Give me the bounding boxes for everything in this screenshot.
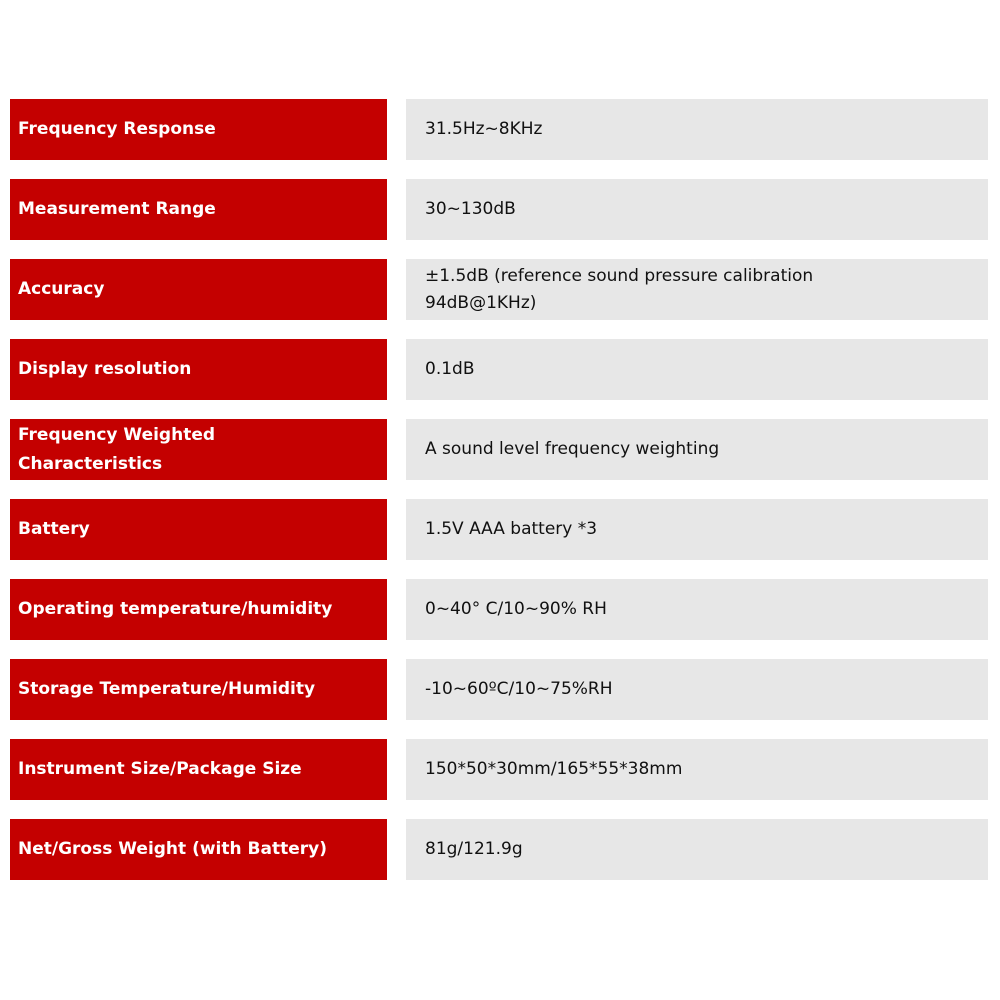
spec-value: 0~40° C/10~90% RH: [406, 579, 988, 640]
spec-row-instrument-size: [10, 739, 988, 800]
spec-label: Net/Gross Weight (with Battery): [10, 819, 387, 880]
spec-value: 1.5V AAA battery *3: [406, 499, 988, 560]
spec-gap: [387, 339, 406, 400]
spec-row-operating-temperature: [10, 579, 988, 640]
spec-value: 150*50*30mm/165*55*38mm: [406, 739, 988, 800]
spec-value: 0.1dB: [406, 339, 988, 400]
spec-row-battery: [10, 499, 988, 560]
spec-value: 81g/121.9g: [406, 819, 988, 880]
spec-table: [10, 99, 988, 880]
spec-value: -10~60ºC/10~75%RH: [406, 659, 988, 720]
spec-label: Accuracy: [10, 259, 387, 320]
spec-label: Measurement Range: [10, 179, 387, 240]
spec-gap: [387, 659, 406, 720]
spec-row-weight: [10, 819, 988, 880]
spec-value: 31.5Hz~8KHz: [406, 99, 988, 160]
spec-label: Storage Temperature/Humidity: [10, 659, 387, 720]
spec-label: Battery: [10, 499, 387, 560]
spec-row-storage-temperature: [10, 659, 988, 720]
spec-gap: [387, 499, 406, 560]
spec-value: 30~130dB: [406, 179, 988, 240]
spec-label: Operating temperature/humidity: [10, 579, 387, 640]
spec-gap: [387, 259, 406, 320]
spec-label: Frequency Weighted Characteristics: [10, 419, 387, 480]
spec-label: Display resolution: [10, 339, 387, 400]
spec-gap: [387, 179, 406, 240]
spec-label: Instrument Size/Package Size: [10, 739, 387, 800]
spec-label: Frequency Response: [10, 99, 387, 160]
spec-gap: [387, 579, 406, 640]
spec-gap: [387, 819, 406, 880]
spec-gap: [387, 419, 406, 480]
spec-gap: [387, 739, 406, 800]
spec-row-frequency-response: [10, 99, 988, 160]
spec-row-frequency-weighted: [10, 419, 988, 480]
spec-row-accuracy: [10, 259, 988, 320]
spec-value: ±1.5dB (reference sound pressure calibration 94dB@1KHz): [406, 259, 988, 320]
spec-value: A sound level frequency weighting: [406, 419, 988, 480]
spec-row-measurement-range: [10, 179, 988, 240]
spec-row-display-resolution: [10, 339, 988, 400]
spec-gap: [387, 99, 406, 160]
